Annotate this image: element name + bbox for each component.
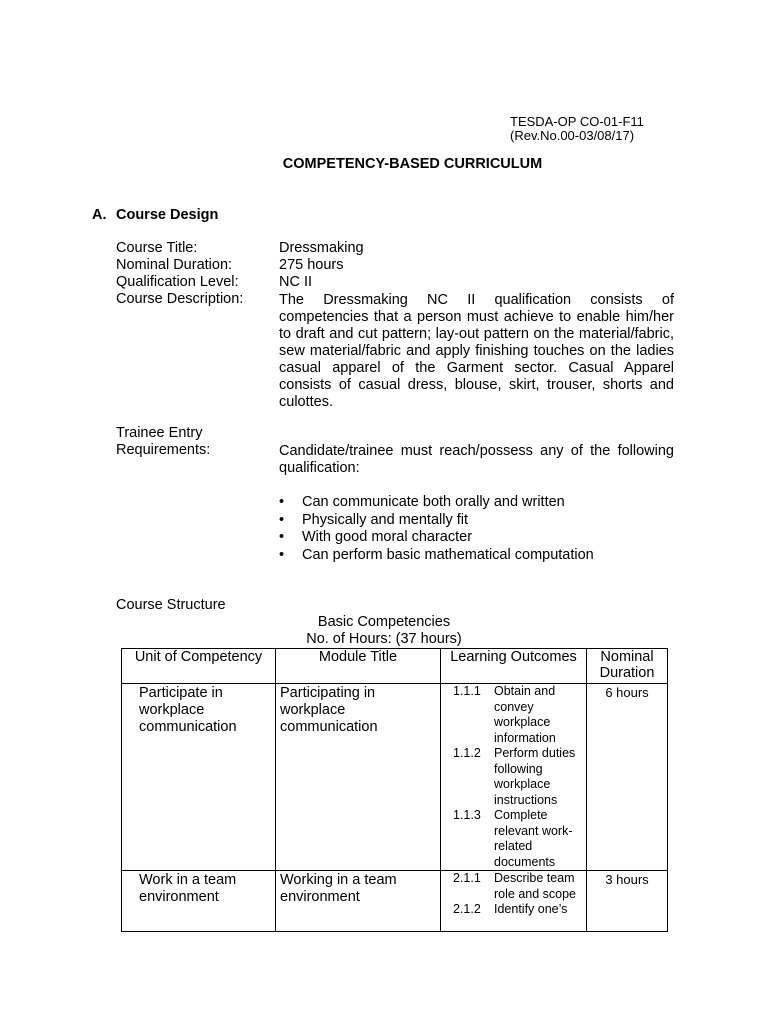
list-item: • Can perform basic mathematical computation — [279, 547, 594, 565]
learning-outcome — [441, 684, 586, 746]
learning-outcome — [441, 746, 586, 808]
column-header-duration: Nominal Duration — [587, 649, 668, 684]
table-row — [122, 684, 668, 871]
outcome-number: 2.1.1 — [453, 871, 481, 885]
outcome-text: Describe team role and scope — [494, 871, 577, 901]
entry-requirements-label-line-2: Requirements: — [116, 442, 211, 458]
number-of-hours: No. of Hours: (37 hours) — [306, 631, 462, 647]
module-cell: Participating in workplace communication — [276, 684, 441, 871]
basic-competencies-heading: Basic Competencies — [317, 614, 451, 630]
course-title-label: Course Title: — [116, 240, 198, 256]
learning-outcome — [441, 871, 586, 902]
module-cell: Working in a team environment — [276, 871, 441, 932]
list-item: • With good moral character — [279, 529, 594, 547]
course-description-label: Course Description: — [116, 291, 244, 307]
outcome-text: Obtain and convey workplace information — [494, 684, 556, 745]
section-heading — [92, 207, 218, 223]
learning-outcome — [441, 808, 586, 870]
course-structure-label: Course Structure — [116, 597, 226, 613]
outcome-number: 2.1.2 — [453, 902, 481, 916]
learning-outcome — [441, 902, 586, 918]
outcomes-cell — [441, 871, 587, 932]
document-code-line-1: TESDA-OP CO-01-F11 — [510, 114, 644, 129]
document-code-line-2: (Rev.No.00-03/08/17) — [510, 128, 635, 143]
column-header-module: Module Title — [276, 649, 441, 684]
section-title: Course Design — [116, 207, 219, 223]
outcome-text: Identify one’s — [494, 902, 568, 916]
column-header-unit: Unit of Competency — [122, 649, 276, 684]
entry-requirements-value: Candidate/trainee must reach/possess any of the following qualification: — [279, 443, 674, 476]
outcome-text: Perform duties following workplace instructions — [494, 746, 576, 807]
column-header-outcomes: Learning Outcomes — [441, 649, 587, 684]
section-number: A. — [92, 207, 107, 223]
qualification-level-label: Qualification Level: — [116, 274, 239, 290]
nominal-duration-value: 275 hours — [279, 257, 344, 273]
list-item: • Physically and mentally fit — [279, 512, 594, 530]
qualification-level-value: NC II — [279, 274, 313, 290]
competency-table — [121, 648, 668, 932]
course-description-value: The Dressmaking NC II qualification consists of competencies that a person must achieve to enable him/her to draft and cut pattern; lay-out pattern on the material/fabric, sew material/fabric and apply finishing touches on the ladies casual apparel of the Garment sector. Casual Apparel consists of casual dress, blouse, skirt, trouser, shorts and culottes. — [279, 292, 674, 410]
entry-requirements-label-line-1: Trainee Entry — [116, 425, 203, 441]
duration-cell: 6 hours — [587, 684, 668, 871]
nominal-duration-label: Nominal Duration: — [116, 257, 233, 273]
outcomes-cell — [441, 684, 587, 871]
entry-requirements-list — [279, 494, 594, 564]
outcome-number: 1.1.2 — [453, 746, 481, 760]
duration-cell: 3 hours — [587, 871, 668, 932]
list-item: • Can communicate both orally and written — [279, 494, 594, 512]
page-title: COMPETENCY-BASED CURRICULUM — [282, 156, 543, 172]
outcome-text: Complete relevant work-related documents — [494, 808, 573, 869]
table-header-row — [122, 649, 668, 684]
outcome-number: 1.1.1 — [453, 684, 481, 698]
outcome-number: 1.1.3 — [453, 808, 481, 822]
unit-cell: Work in a team environment — [122, 871, 276, 932]
unit-cell: Participate in workplace communication — [122, 684, 276, 871]
table-row — [122, 871, 668, 932]
course-title-value: Dressmaking — [279, 240, 364, 256]
document-code — [510, 115, 644, 143]
